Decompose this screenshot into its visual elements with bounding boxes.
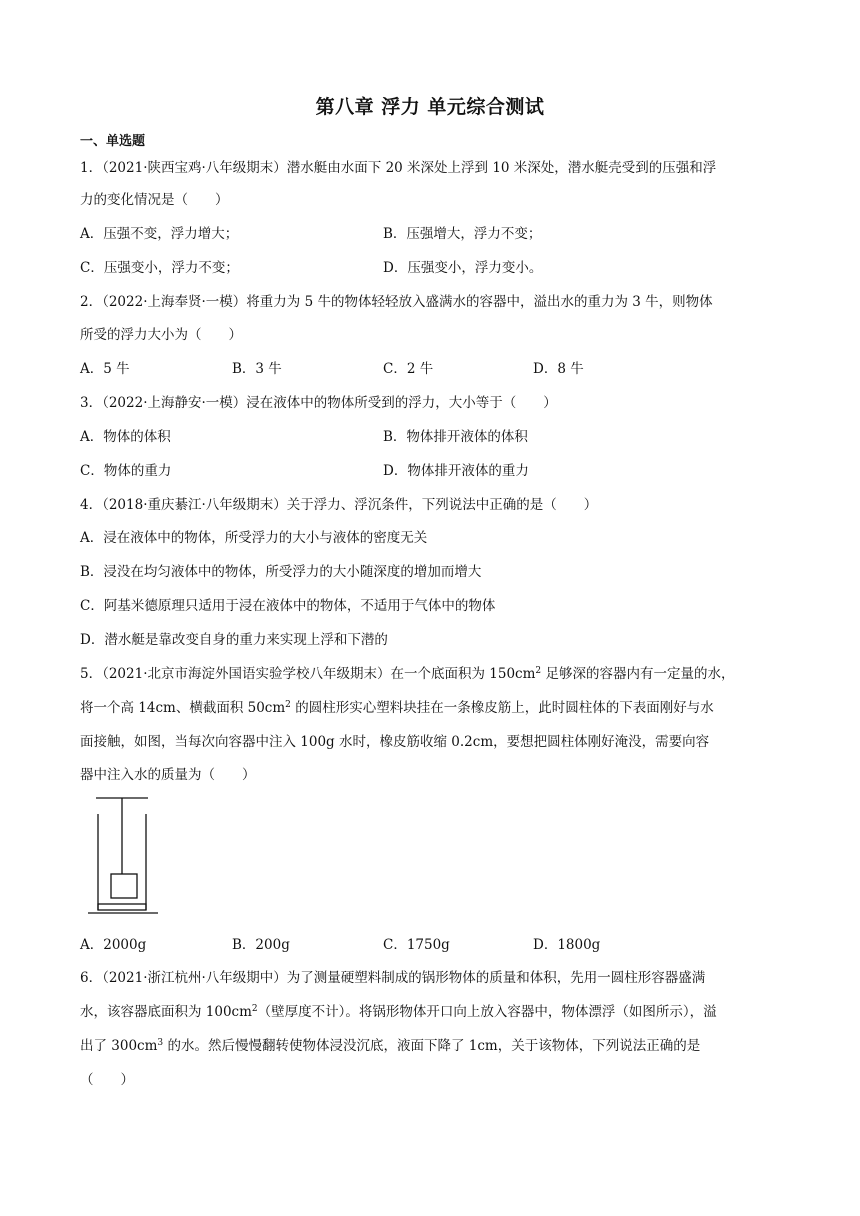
- page-title: 第八章 浮力 单元综合测试: [315, 96, 545, 118]
- cylinder-block: [111, 874, 137, 898]
- q4-option-c: C．阿基米德原理只适用于浸在液体中的物体，不适用于气体中的物体: [80, 598, 496, 614]
- q3-option-b: B．物体排开液体的体积: [383, 429, 528, 445]
- q1-option-d: D．压强变小，浮力变小。: [383, 260, 543, 276]
- q3-stem-line1: 3．（2022·上海静安·一模）浸在液体中的物体所受到的浮力，大小等于（ ）: [80, 395, 557, 411]
- q5-stem-line2: 将一个高 14cm、横截面积 $50cm^2$ 的圆柱形实心塑料块挂在一条橡皮筋上，此时圆柱体的下表面刚好与水: [80, 700, 714, 716]
- q6-stem-line2: 水，该容器底面积为 $100cm^2$（壁厚度不计）。将锅形物体开口向上放入容器中，物体漂浮（如图所示），溢: [80, 1004, 717, 1020]
- q2-option-a: A．5 牛: [80, 361, 130, 377]
- q2-option-b: B．3 牛: [232, 361, 282, 377]
- q5-container-diagram: [86, 794, 166, 920]
- container-base: [98, 904, 146, 910]
- q4-option-a: A．浸在液体中的物体，所受浮力的大小与液体的密度无关: [80, 530, 428, 546]
- q5-option-c: C．1750g: [383, 937, 450, 953]
- q3-option-d: D．物体排开液体的重力: [383, 463, 529, 479]
- q6-stem-line4: （ ）: [80, 1072, 134, 1088]
- q1-stem-line1: 1．（2021·陕西宝鸡·八年级期末）潜水艇由水面下 20 米深处上浮到 10 米深处，潜水艇壳受到的压强和浮: [80, 160, 717, 176]
- q6-stem-line3: 出了 $300cm^3$ 的水。然后慢慢翻转使物体浸没沉底，液面下降了 1cm，关于该物体，下列说法正确的是: [80, 1038, 701, 1054]
- q2-option-d: D．8 牛: [533, 361, 584, 377]
- q5-option-d: D．1800g: [533, 937, 601, 953]
- q1-stem-line2: 力的变化情况是（ ）: [80, 192, 229, 208]
- q1-option-c: C．压强变小，浮力不变；: [80, 260, 239, 276]
- q5-option-a: A．2000g: [80, 937, 147, 953]
- q2-stem-line1: 2．（2022·上海奉贤·一模）将重力为 5 牛的物体轻轻放入盛满水的容器中，溢出水的重力为 3 牛，则物体: [80, 294, 713, 310]
- q3-option-c: C．物体的重力: [80, 463, 172, 479]
- q6-stem-line1: 6．（2021·浙江杭州·八年级期中）为了测量硬塑料制成的锅形物体的质量和体积，先用一圆柱形容器盛满: [80, 970, 706, 986]
- q2-option-c: C．2 牛: [383, 361, 434, 377]
- q4-option-b: B．浸没在均匀液体中的物体，所受浮力的大小随深度的增加而增大: [80, 564, 482, 580]
- q3-option-a: A．物体的体积: [80, 429, 171, 445]
- q5-stem-line1: 5．（2021·北京市海淀外国语实验学校八年级期末）在一个底面积为 $150cm^2$ 足够深的容器内有一定量的水，: [80, 666, 735, 682]
- q5-stem-line3: 面接触，如图，当每次向容器中注入 100g 水时，橡皮筋收缩 0.2cm，要想把圆柱体刚好淹没，需要向容: [80, 734, 710, 750]
- q5-stem-line4: 器中注入水的质量为（ ）: [80, 767, 256, 783]
- q1-option-a: A．压强不变，浮力增大；: [80, 226, 239, 242]
- q2-stem-line2: 所受的浮力大小为（ ）: [80, 327, 242, 343]
- q4-option-d: D．潜水艇是靠改变自身的重力来实现上浮和下潜的: [80, 632, 388, 648]
- q1-option-b: B．压强增大，浮力不变；: [383, 226, 542, 242]
- q5-option-b: B．200g: [232, 937, 290, 953]
- q4-stem-line1: 4．（2018·重庆綦江·八年级期末）关于浮力、浮沉条件，下列说法中正确的是（ ）: [80, 497, 598, 513]
- section-heading: 一、单选题: [80, 134, 146, 149]
